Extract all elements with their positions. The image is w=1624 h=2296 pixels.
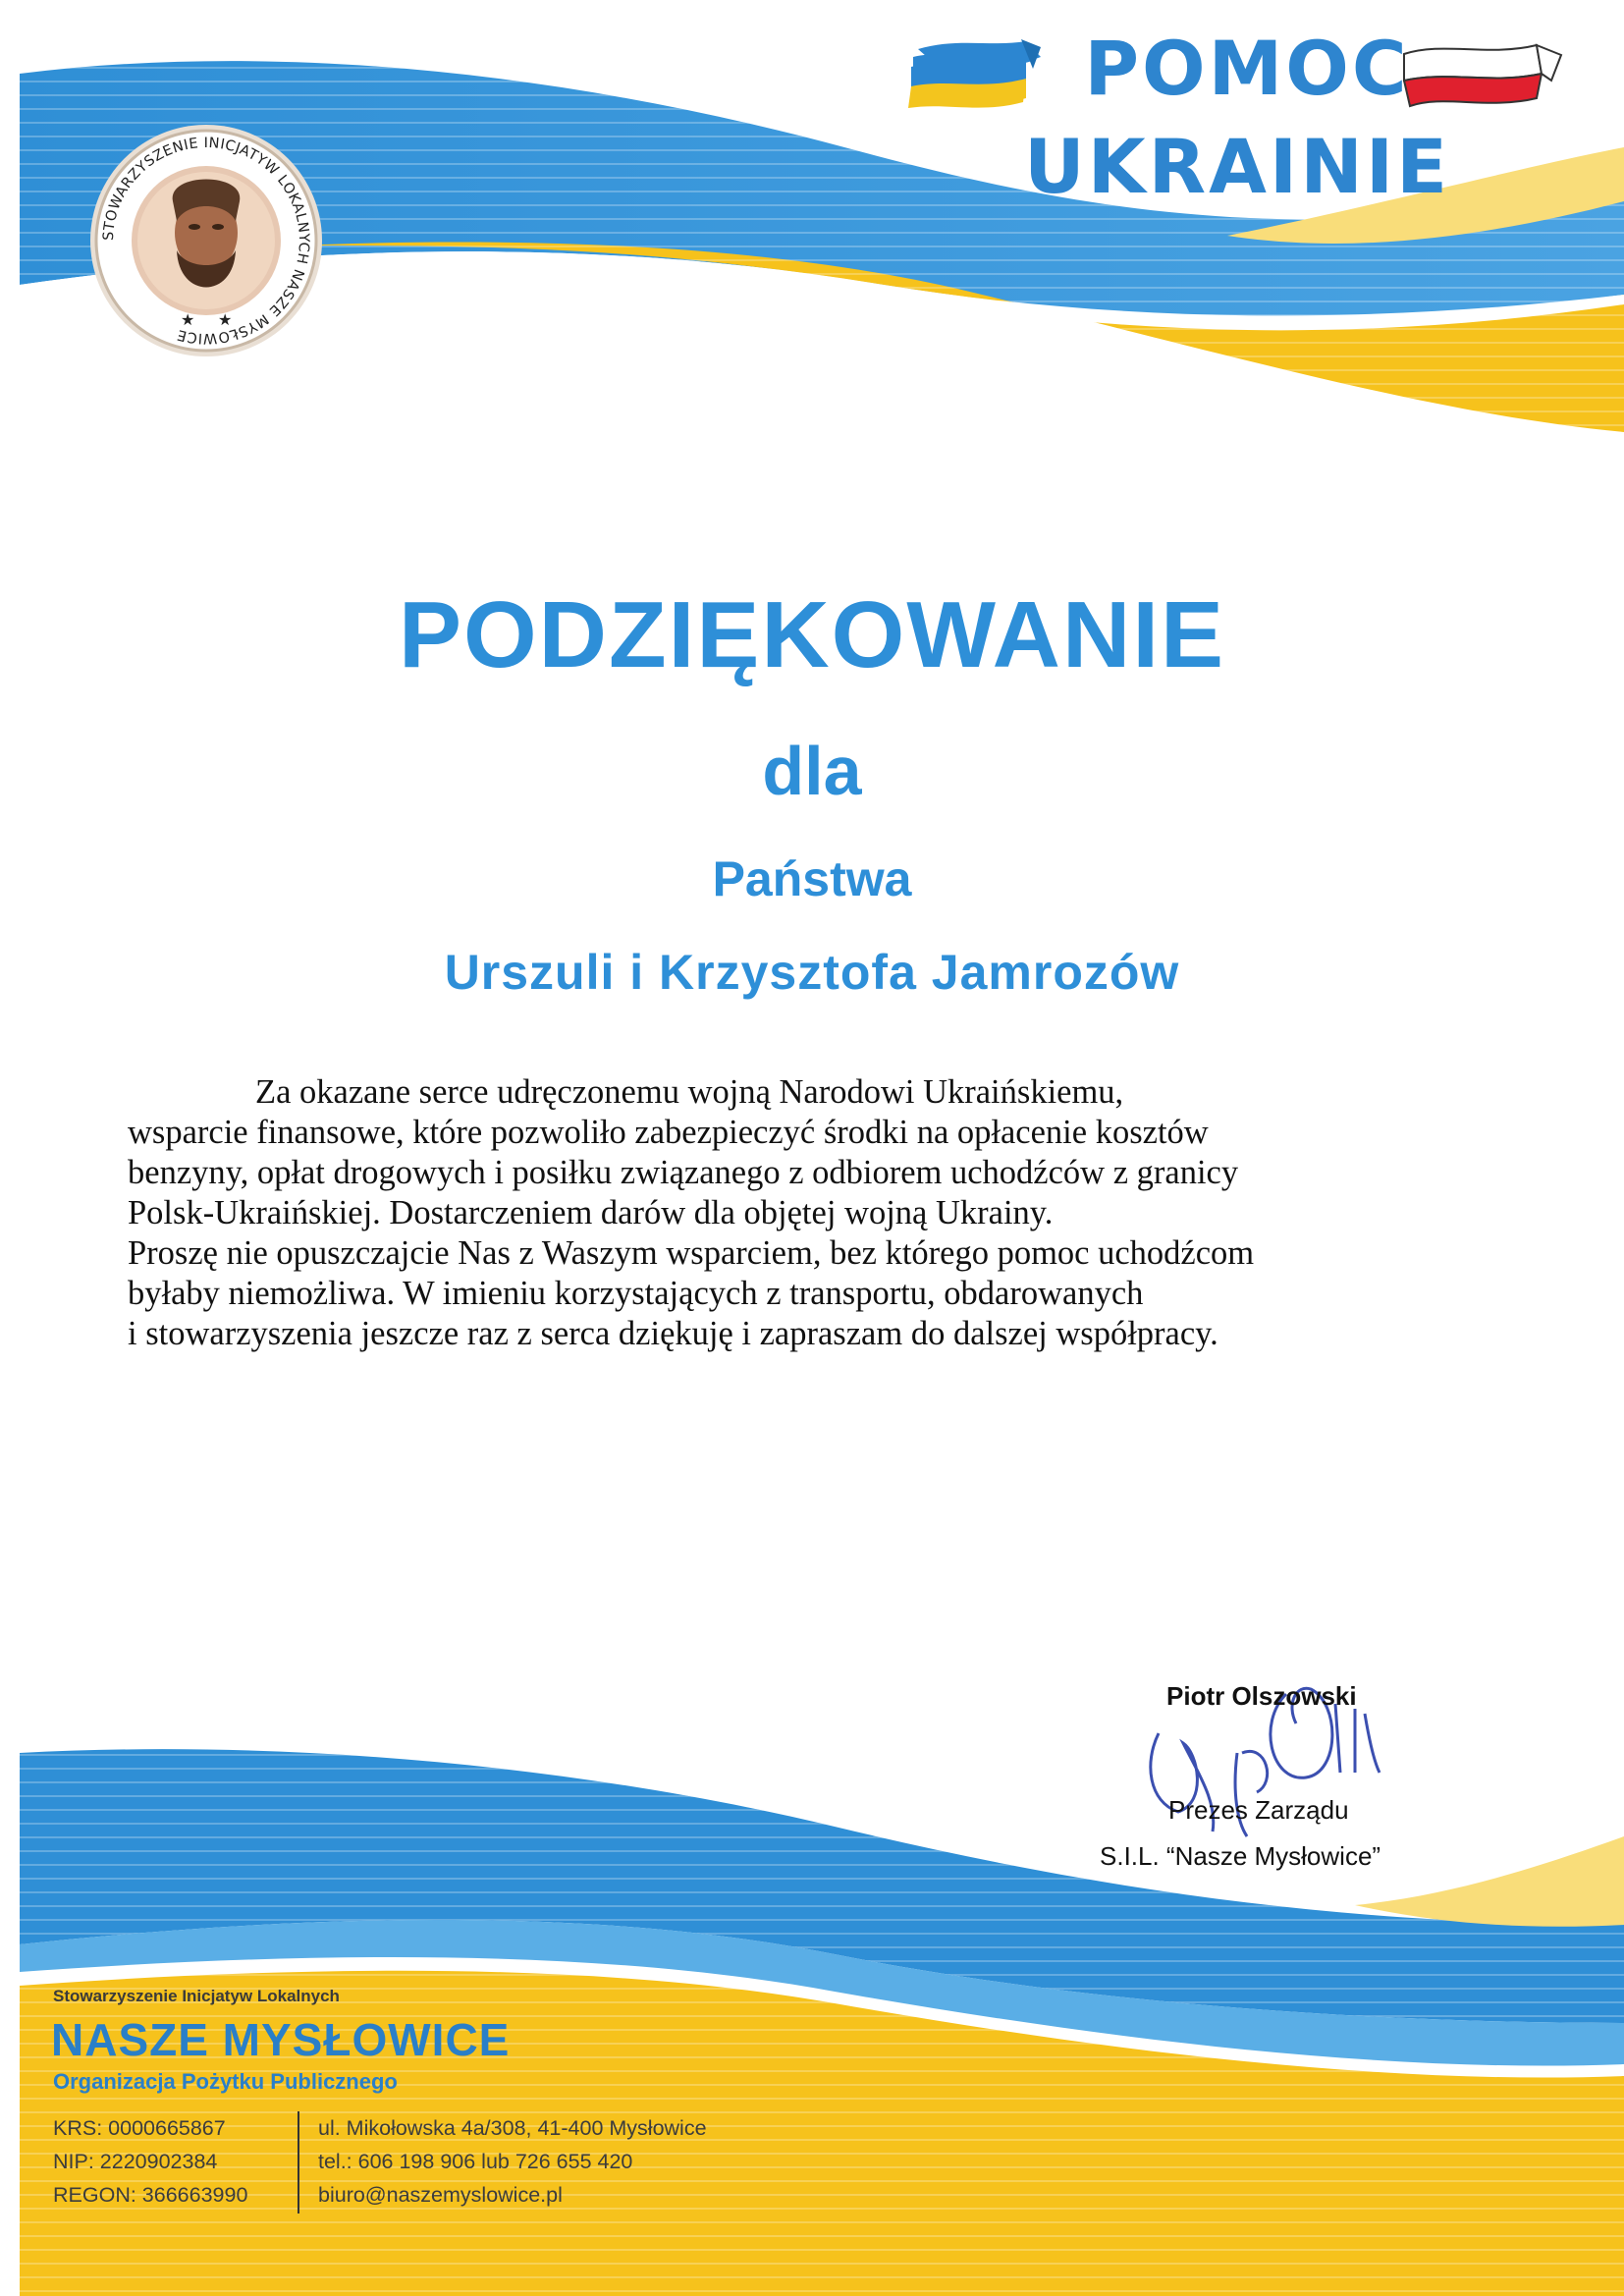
body-line: Polsk-Ukraińskiej. Dostarczeniem darów dla objętej wojną Ukrainy.	[128, 1194, 1054, 1231]
title-recipient-names: Urszuli i Krzysztofa Jamrozów	[444, 945, 1180, 1000]
footer-email: biuro@naszemyslowice.pl	[318, 2183, 563, 2207]
signatory-role: Prezes Zarządu	[1168, 1795, 1349, 1825]
body-line: Proszę nie opuszczajcie Nas z Waszym wsparciem, bez którego pomoc uchodźcom	[128, 1234, 1255, 1272]
poland-flag-icon	[1404, 45, 1561, 106]
footer-nip: NIP: 2220902384	[53, 2150, 218, 2173]
banner-title-line1: POMOC	[1084, 25, 1410, 112]
banner-title-line2: UKRAINIE	[1023, 123, 1451, 210]
body-line: Za okazane serce udręczonemu wojną Narodowi Ukraińskiemu,	[255, 1073, 1124, 1111]
footer-phone: tel.: 606 198 906 lub 726 655 420	[318, 2150, 633, 2173]
svg-text:★: ★	[218, 310, 233, 329]
signatory-name: Piotr Olszowski	[1166, 1681, 1357, 1711]
ukraine-flag-icon	[908, 39, 1041, 108]
footer-regon: REGON: 366663990	[53, 2183, 248, 2207]
footer-contact-info	[318, 2111, 707, 2212]
body-line: byłaby niemożliwa. W imieniu korzystających z transportu, obdarowanych	[128, 1275, 1144, 1312]
footer-address: ul. Mikołowska 4a/308, 41-400 Mysłowice	[318, 2116, 707, 2140]
title-recipient-prefix: Państwa	[712, 851, 912, 906]
logo-ring-text	[90, 125, 322, 356]
footer-org-status: Organizacja Pożytku Publicznego	[53, 2069, 398, 2094]
letter-body	[128, 1072, 1522, 1354]
footer-divider	[298, 2111, 299, 2214]
footer-registry-info	[53, 2111, 247, 2212]
body-line: benzyny, opłat drogowych i posiłku związanego z odbiorem uchodźców z granicy	[128, 1154, 1239, 1191]
svg-text:★: ★	[181, 310, 195, 329]
svg-text:STOWARZYSZENIE INICJATYW LOKAL: STOWARZYSZENIE INICJATYW LOKALNYCH NASZE MYSŁOWICE	[100, 135, 312, 347]
footer-org-type: Stowarzyszenie Inicjatyw Lokalnych	[53, 1987, 340, 2005]
footer-org-name: NASZE MYSŁOWICE	[51, 2014, 511, 2065]
document-title: PODZIĘKOWANIE	[398, 582, 1226, 687]
footer-krs: KRS: 0000665867	[53, 2116, 226, 2140]
body-line: wsparcie finansowe, które pozwoliło zabezpieczyć środki na opłacenie kosztów	[128, 1114, 1209, 1151]
title-dla: dla	[762, 733, 862, 809]
signatory-organization: S.I.L. “Nasze Mysłowice”	[1100, 1841, 1381, 1871]
body-line: i stowarzyszenia jeszcze raz z serca dziękuję i zapraszam do dalszej współpracy.	[128, 1315, 1218, 1352]
